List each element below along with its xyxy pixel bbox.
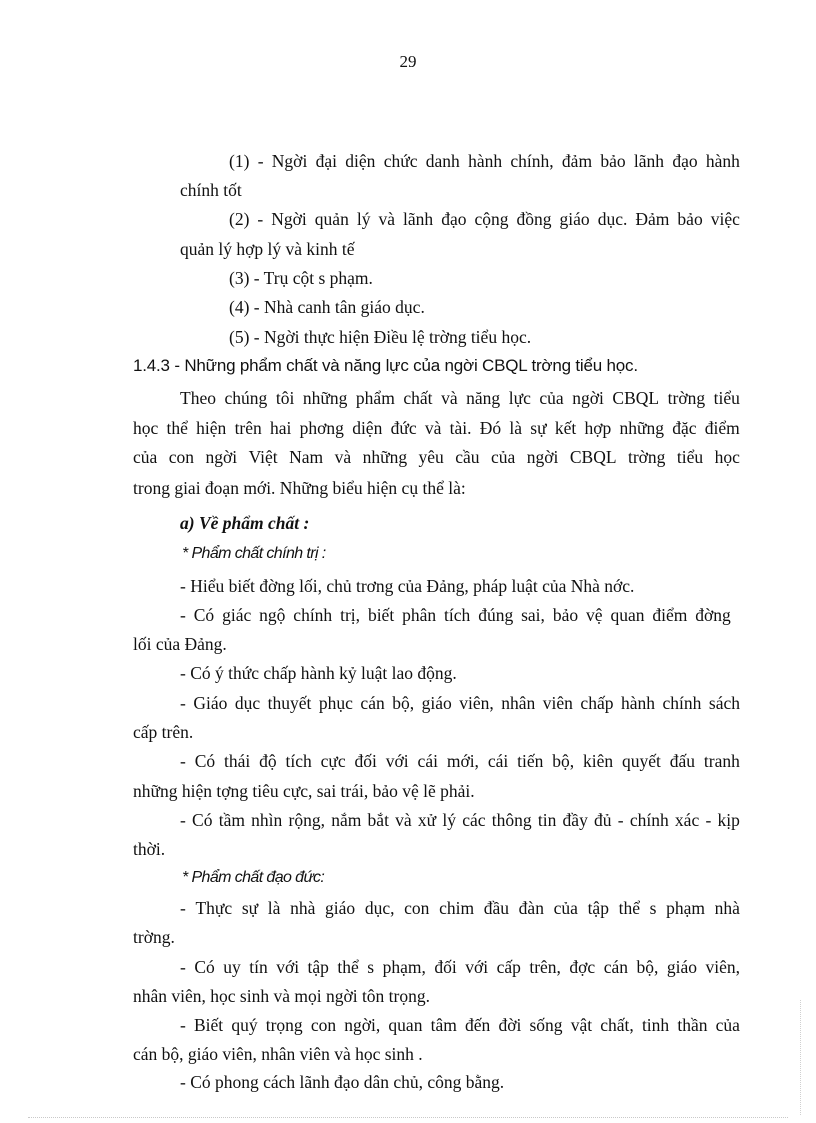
- word: lý: [442, 810, 456, 830]
- list-item: [180, 1014, 740, 1036]
- word: đối: [354, 751, 377, 771]
- word: của: [715, 1015, 740, 1035]
- word: -: [180, 751, 186, 771]
- word: chức: [383, 151, 418, 171]
- word: đối: [434, 957, 457, 977]
- word: Giáo: [193, 693, 228, 713]
- word: chính,: [510, 151, 554, 171]
- word: ngời,: [344, 1015, 381, 1035]
- word: tích: [444, 605, 471, 625]
- word: cấp: [496, 957, 521, 977]
- list-item: - Có phong cách lãnh đạo dân chủ, công bằng.: [180, 1072, 505, 1092]
- word: vệ: [586, 605, 603, 625]
- word: và: [441, 388, 458, 408]
- list-item: [180, 897, 740, 919]
- word: lực: [508, 388, 531, 408]
- paragraph-line: trờng.: [133, 927, 175, 947]
- paragraph-line: trong giai đoạn mới. Những biểu hiện cụ thể là:: [133, 478, 466, 498]
- word: giáo: [666, 957, 697, 977]
- word: -: [180, 957, 186, 977]
- word: của: [491, 447, 516, 467]
- paragraph-line: [180, 387, 740, 409]
- list-item: (3) - Trụ cột s phạm.: [229, 268, 373, 288]
- word: yêu: [418, 447, 444, 467]
- word: diện: [352, 418, 383, 438]
- word: bộ,: [636, 957, 659, 977]
- word: những: [302, 388, 348, 408]
- word: đấu: [669, 751, 696, 771]
- word: Ngời: [271, 151, 308, 171]
- word: sách: [708, 693, 740, 713]
- word: (1): [229, 151, 250, 171]
- word: lãnh: [403, 209, 434, 229]
- word: dục.: [597, 209, 628, 229]
- paragraph-line: nhân viên, học sinh và mọi ngời tôn trọng.: [133, 986, 430, 1006]
- word: chính: [293, 605, 333, 625]
- word: sai,: [521, 605, 545, 625]
- list-item: - Hiểu biết đờng lối, chủ trơng của Đảng, pháp luật của Nhà nớc.: [180, 576, 635, 596]
- word: của: [133, 447, 158, 467]
- word: -: [180, 898, 186, 918]
- word: các: [462, 810, 486, 830]
- paragraph-line: cấp trên.: [133, 722, 194, 742]
- word: với: [465, 957, 489, 977]
- word: bắt: [367, 810, 389, 830]
- word: Có: [192, 810, 213, 830]
- word: ngời: [205, 447, 238, 467]
- word: đợc: [569, 957, 596, 977]
- word: s: [649, 898, 657, 918]
- word: Có: [193, 605, 215, 625]
- paragraph-line: thời.: [133, 839, 166, 859]
- word: quyết: [621, 751, 661, 771]
- list-item: [180, 692, 740, 714]
- word: đại: [315, 151, 337, 171]
- word: chim: [439, 898, 475, 918]
- word: Đó: [479, 418, 502, 438]
- word: sống: [529, 1015, 563, 1035]
- word: phân: [402, 605, 437, 625]
- word: tài.: [449, 418, 472, 438]
- word: Việt: [248, 447, 278, 467]
- word: chính: [629, 810, 669, 830]
- word: thuyết: [267, 693, 312, 713]
- word: thái: [224, 751, 251, 771]
- word: CBQL: [569, 447, 617, 467]
- word: bộ,: [552, 751, 575, 771]
- list-item: [180, 956, 740, 978]
- word: hợp: [584, 418, 612, 438]
- word: hiện: [196, 418, 227, 438]
- word: chính: [662, 693, 702, 713]
- word: uy: [223, 957, 241, 977]
- word: đến: [465, 1015, 491, 1035]
- word: quan: [610, 605, 645, 625]
- word: tập: [307, 957, 329, 977]
- paragraph-line: quản lý hợp lý và kinh tế: [180, 239, 355, 259]
- word: tâm: [430, 1015, 457, 1035]
- word: Có: [194, 751, 216, 771]
- word: đạo: [672, 151, 698, 171]
- list-item: [180, 809, 740, 831]
- word: tin: [537, 810, 557, 830]
- word: thể: [618, 898, 640, 918]
- word: thể: [337, 957, 359, 977]
- word: đảm: [561, 151, 593, 171]
- word: tầm: [218, 810, 245, 830]
- word: ngời: [572, 388, 604, 408]
- word: cầu: [455, 447, 480, 467]
- page-number: 29: [399, 52, 417, 71]
- word: bảo: [600, 151, 626, 171]
- word: dục: [234, 693, 261, 713]
- word: ngộ: [259, 605, 286, 625]
- word: con: [404, 898, 430, 918]
- paragraph-line: cán bộ, giáo viên, nhân viên và học sinh .: [133, 1044, 423, 1064]
- word: và: [395, 810, 412, 830]
- word: đầu: [483, 898, 510, 918]
- word: cán: [360, 693, 385, 713]
- word: bảo: [677, 209, 703, 229]
- word: chất,: [600, 1015, 634, 1035]
- word: năng: [466, 388, 501, 408]
- word: đầy: [562, 810, 588, 830]
- word: hành: [705, 151, 740, 171]
- word: quan: [388, 1015, 423, 1035]
- paragraph-line: [133, 417, 740, 439]
- word: trờng: [667, 388, 706, 408]
- word: kết: [554, 418, 577, 438]
- word: xác: [674, 810, 700, 830]
- word: tôi: [275, 388, 295, 408]
- word: chúng: [224, 388, 268, 408]
- word: phơng: [299, 418, 344, 438]
- word: tập: [587, 898, 609, 918]
- word: phạm,: [382, 957, 426, 977]
- paragraph-line: lối của Đảng.: [133, 634, 227, 654]
- word: cộng: [474, 209, 509, 229]
- word: trên,: [529, 957, 561, 977]
- page-side-border: [800, 1000, 801, 1115]
- word: viên,: [705, 957, 740, 977]
- word: quản: [314, 209, 349, 229]
- word: giáo: [325, 898, 356, 918]
- word: tích: [285, 751, 312, 771]
- word: -: [617, 810, 624, 830]
- word: nhân: [501, 693, 536, 713]
- word: -: [180, 1015, 186, 1035]
- word: rộng,: [288, 810, 325, 830]
- word: nhìn: [251, 810, 283, 830]
- word: Thực: [195, 898, 233, 918]
- word: viên: [542, 693, 573, 713]
- word: tiểu: [676, 447, 704, 467]
- word: hành: [620, 693, 655, 713]
- word: chấp: [580, 693, 614, 713]
- word: trờng: [627, 447, 666, 467]
- word: -: [705, 810, 712, 830]
- word: biết: [367, 605, 395, 625]
- word: -: [180, 810, 186, 830]
- word: là: [509, 418, 523, 438]
- paragraph-line: [133, 446, 740, 468]
- word: tranh: [703, 751, 740, 771]
- word: Nam: [289, 447, 324, 467]
- word: đời: [498, 1015, 522, 1035]
- word: nắm: [331, 810, 362, 830]
- list-item: (5) - Ngời thực hiện Điều lệ trờng tiểu học.: [229, 327, 532, 347]
- word: xử: [417, 810, 437, 830]
- word: quý: [231, 1015, 258, 1035]
- word: s: [367, 957, 375, 977]
- word: danh: [425, 151, 460, 171]
- word: Biết: [193, 1015, 224, 1035]
- word: hành: [468, 151, 503, 171]
- word: cán: [603, 957, 628, 977]
- word: phẩm: [355, 388, 395, 408]
- word: đặc: [672, 418, 697, 438]
- word: tinh: [641, 1015, 670, 1035]
- list-item: [180, 750, 740, 772]
- word: thể: [166, 418, 188, 438]
- subsection-heading: * Phẩm chất đạo đức:: [182, 869, 325, 886]
- word: học: [714, 447, 740, 467]
- word: cực: [320, 751, 346, 771]
- word: lãnh: [633, 151, 665, 171]
- word: (2): [229, 209, 250, 229]
- word: điểm: [652, 605, 688, 625]
- word: độ: [259, 751, 277, 771]
- word: trị,: [340, 605, 361, 625]
- paragraph-line: chính tốt: [180, 180, 242, 200]
- word: đờng: [695, 605, 731, 625]
- subsection-heading: a) Về phẩm chất :: [180, 513, 310, 533]
- word: cái: [417, 751, 438, 771]
- word: và: [424, 418, 442, 438]
- word: viên,: [459, 693, 494, 713]
- word: cái: [487, 751, 509, 771]
- word: sự: [241, 898, 259, 918]
- word: đồng: [516, 209, 552, 229]
- word: thần: [677, 1015, 708, 1035]
- paragraph-line: những hiện tợng tiêu cực, sai trái, bảo vệ lẽ phải.: [133, 781, 475, 801]
- word: đạo: [441, 209, 467, 229]
- list-item: - Có ý thức chấp hành kỷ luật lao động.: [180, 663, 457, 683]
- word: giáo: [421, 693, 452, 713]
- word: -: [257, 151, 264, 171]
- word: phạm: [666, 898, 706, 918]
- word: bộ,: [392, 693, 415, 713]
- word: thông: [491, 810, 532, 830]
- page-bottom-border: [28, 1117, 788, 1118]
- word: lý: [356, 209, 371, 229]
- word: chất: [403, 388, 433, 408]
- word: giác: [222, 605, 252, 625]
- word: vật: [570, 1015, 593, 1035]
- word: tiến: [517, 751, 544, 771]
- word: kiên: [582, 751, 614, 771]
- word: đàn: [518, 898, 544, 918]
- word: với: [276, 957, 300, 977]
- word: con: [310, 1015, 337, 1035]
- word: việc: [710, 209, 740, 229]
- word: giáo: [559, 209, 590, 229]
- word: phục: [318, 693, 353, 713]
- word: nhà: [714, 898, 740, 918]
- word: con: [168, 447, 195, 467]
- word: -: [257, 209, 264, 229]
- word: đức: [390, 418, 417, 438]
- word: CBQL: [612, 388, 660, 408]
- word: những: [619, 418, 664, 438]
- word: đủ: [594, 810, 612, 830]
- word: tín: [249, 957, 268, 977]
- word: Theo: [180, 388, 216, 408]
- word: tiểu: [713, 388, 740, 408]
- word: hai: [270, 418, 292, 438]
- word: nhà: [290, 898, 316, 918]
- word: diện: [345, 151, 376, 171]
- word: Ngời: [271, 209, 307, 229]
- word: học: [133, 418, 159, 438]
- word: đúng: [478, 605, 514, 625]
- word: sự: [530, 418, 547, 438]
- word: với: [385, 751, 409, 771]
- word: kịp: [717, 810, 740, 830]
- word: Có: [194, 957, 215, 977]
- word: của: [539, 388, 564, 408]
- word: và: [334, 447, 352, 467]
- word: bảo: [552, 605, 579, 625]
- word: Đảm: [635, 209, 670, 229]
- word: những: [362, 447, 408, 467]
- word: -: [180, 693, 186, 713]
- word: trọng: [265, 1015, 303, 1035]
- list-item: [180, 604, 731, 626]
- word: trên: [234, 418, 262, 438]
- paragraph-line: [229, 208, 740, 230]
- word: ngời: [526, 447, 559, 467]
- word: dục,: [364, 898, 395, 918]
- word: của: [553, 898, 578, 918]
- list-item: (4) - Nhà canh tân giáo dục.: [229, 297, 425, 317]
- word: và: [378, 209, 396, 229]
- word: là: [267, 898, 281, 918]
- word: mới,: [446, 751, 479, 771]
- word: điểm: [704, 418, 740, 438]
- paragraph-line: [229, 150, 740, 172]
- section-heading: 1.4.3 - Những phẩm chất và năng lực của ngời CBQL trờng tiểu học.: [133, 356, 638, 375]
- subsection-heading: * Phẩm chất chính trị :: [182, 545, 326, 562]
- word: -: [180, 605, 186, 625]
